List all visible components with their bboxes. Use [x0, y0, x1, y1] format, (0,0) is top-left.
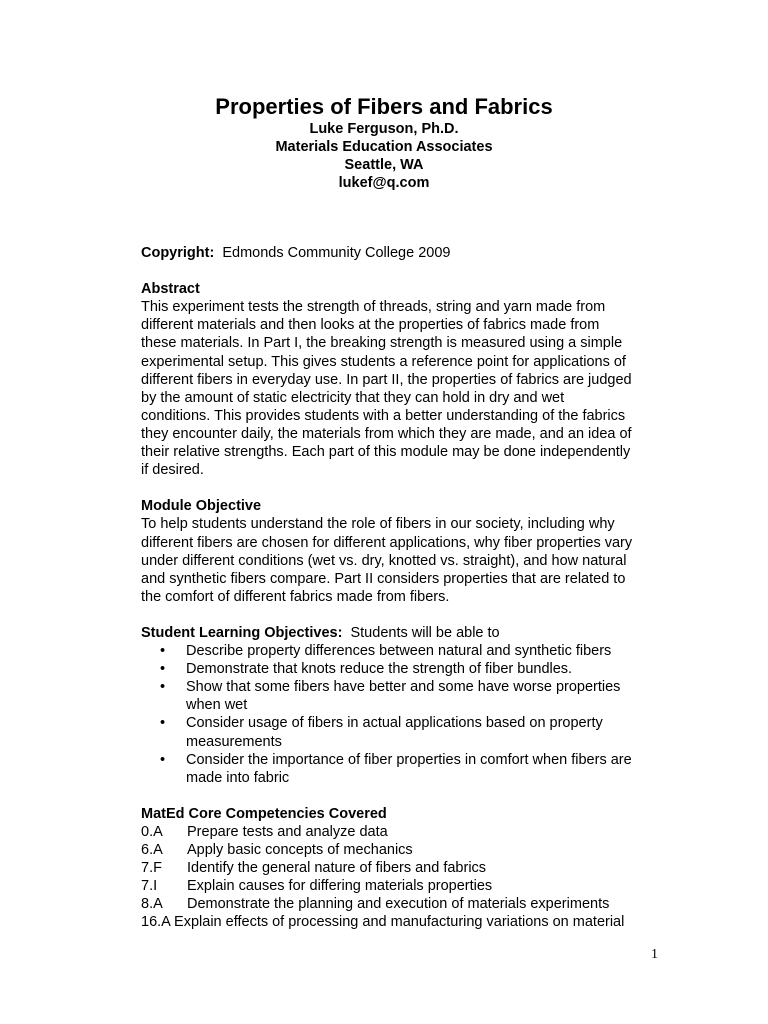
copyright-label: Copyright:: [141, 245, 215, 261]
bullet-icon: •: [160, 643, 166, 660]
list-item-line: Demonstrate that knots reduce the strength of fiber bundles.: [186, 661, 573, 678]
competency-row: [141, 859, 661, 877]
competency-row: [141, 895, 661, 913]
competency-text: Apply basic concepts of mechanics: [187, 842, 413, 859]
learning-objectives-heading: Student Learning Objectives:: [141, 624, 343, 641]
author-name: Luke Ferguson, Ph.D.: [309, 121, 459, 137]
document-body: [141, 244, 661, 932]
list-item-line: Consider the importance of fiber properties in comfort when fibers are: [186, 751, 632, 768]
abstract-heading: Abstract: [141, 281, 200, 298]
learning-objectives-intro: Students will be able to: [350, 624, 500, 641]
module-objective-line: To help students understand the role of fibers in our society, including why: [141, 516, 615, 533]
abstract-line: different fibers in everyday use. In part II, the properties of fabrics are judged: [141, 371, 632, 388]
abstract-paragraph: [141, 298, 661, 479]
module-objective-line: under different conditions (wet vs. dry, knotted vs. straight), and how natural: [141, 552, 627, 569]
learning-objectives-list: [141, 642, 661, 787]
list-item-line: Consider usage of fibers in actual applications based on property: [186, 715, 603, 732]
bullet-icon: •: [160, 715, 166, 732]
list-item-line: measurements: [186, 733, 282, 750]
competencies-heading: MatEd Core Competencies Covered: [141, 805, 387, 822]
abstract-line: This experiment tests the strength of threads, string and yarn made from: [141, 299, 606, 316]
page-number: 1: [651, 947, 658, 962]
competencies-list: [141, 823, 661, 932]
abstract-line: these materials. In Part I, the breaking strength is measured using a simple: [141, 335, 623, 352]
learning-objectives-intro-line: [141, 624, 661, 642]
author-organization: Materials Education Associates: [275, 139, 493, 155]
competency-row: 16.A Explain effects of processing and manufacturing variations on material: [141, 914, 625, 931]
list-item-line: when wet: [186, 697, 248, 714]
list-item: [141, 714, 661, 750]
bullet-icon: •: [160, 661, 166, 678]
competency-row: [141, 877, 661, 895]
author-block: [0, 120, 768, 192]
abstract-line: by the amount of static electricity that they can hold in dry and wet: [141, 389, 565, 406]
abstract-line: if desired.: [141, 462, 204, 479]
list-item: [141, 660, 661, 678]
competency-row: [141, 823, 661, 841]
list-item: [141, 751, 661, 787]
module-objective-paragraph: [141, 515, 661, 605]
module-objective-line: and synthetic fibers compare. Part II considers properties that are related to: [141, 570, 626, 587]
abstract-line: they encounter daily, the materials from which they are made, and an idea of: [141, 425, 632, 442]
competency-text: Identify the general nature of fibers and fabrics: [187, 860, 487, 877]
list-item-line: made into fabric: [186, 769, 290, 786]
abstract-line: experimental setup. This gives students a reference point for applications of: [141, 353, 626, 370]
list-item-line: Describe property differences between natural and synthetic fibers: [186, 643, 612, 660]
bullet-icon: •: [160, 679, 166, 696]
bullet-icon: •: [160, 751, 166, 768]
competency-text: Explain causes for differing materials properties: [187, 878, 493, 895]
competency-row: [141, 841, 661, 859]
competency-text: Prepare tests and analyze data: [187, 824, 388, 840]
competency-code: 6.A: [141, 842, 163, 859]
competency-code: 8.A: [141, 896, 163, 913]
module-objective-line: different fibers are chosen for different applications, why fiber properties vary: [141, 534, 633, 551]
author-location: Seattle, WA: [344, 157, 424, 173]
document-title: Properties of Fibers and Fabrics: [215, 94, 553, 119]
abstract-line: different materials and then looks at the properties of fabrics made from: [141, 317, 600, 334]
abstract-line: conditions. This provides students with a better understanding of the fabrics: [141, 407, 626, 424]
list-item: [141, 678, 661, 714]
module-objective-line: the comfort of different fabrics made from fibers.: [141, 588, 450, 605]
module-objective-heading: Module Objective: [141, 498, 262, 515]
competency-code: 7.F: [141, 860, 162, 877]
list-item: [141, 642, 661, 660]
copyright-line: [141, 244, 661, 262]
competency-text: Demonstrate the planning and execution of materials experiments: [187, 896, 610, 913]
author-email: lukef@q.com: [338, 175, 430, 191]
competency-code: 0.A: [141, 824, 163, 840]
list-item-line: Show that some fibers have better and some have worse properties: [186, 679, 621, 696]
copyright-text: Edmonds Community College 2009: [222, 245, 451, 261]
abstract-line: their relative strengths. Each part of this module may be done independently: [141, 444, 631, 461]
competency-code: 7.I: [141, 878, 158, 895]
